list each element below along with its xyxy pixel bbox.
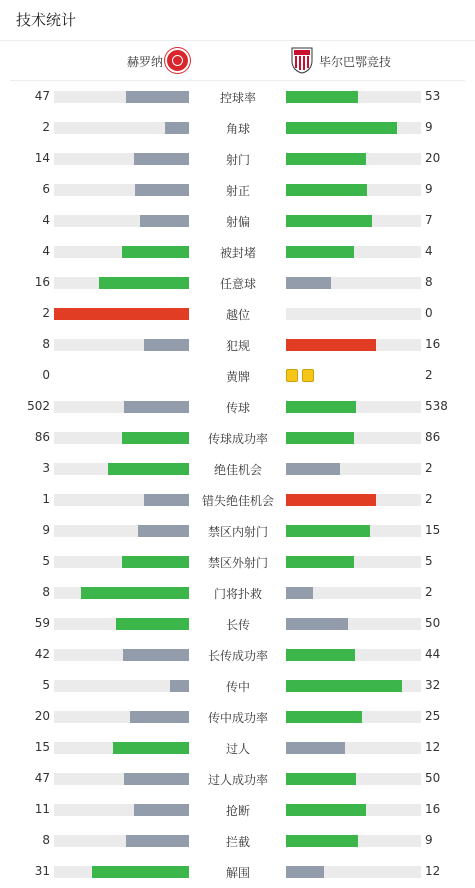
home-stat-bar-fill	[126, 835, 189, 847]
away-stat-value: 2	[425, 461, 433, 475]
stat-row	[0, 453, 475, 484]
home-stat-bar-fill	[108, 463, 189, 475]
away-stat-bar-fill	[286, 556, 354, 568]
page-title: 技术统计	[16, 11, 77, 29]
home-stat-bar	[54, 866, 189, 878]
away-stat-bar-fill	[286, 742, 345, 754]
away-stat-value: 9	[425, 182, 433, 196]
home-stat-value: 3	[42, 461, 50, 475]
home-stat-bar-fill	[122, 432, 190, 444]
away-stat-bar	[286, 556, 421, 568]
away-stat-value: 86	[425, 430, 441, 444]
stat-label: 拦截	[225, 835, 250, 849]
home-stat-bar-fill	[144, 494, 189, 506]
home-stat-bar-fill	[122, 556, 190, 568]
stat-row	[0, 701, 475, 732]
away-stat-bar-fill	[286, 773, 356, 785]
stat-row	[0, 794, 475, 825]
away-stat-value: 50	[425, 616, 441, 630]
stat-label: 绝佳机会	[213, 463, 262, 477]
stat-row	[0, 577, 475, 608]
home-stat-value: 20	[34, 709, 50, 723]
away-stat-value: 25	[425, 709, 441, 723]
home-stat-bar	[54, 742, 189, 754]
away-stat-value: 7	[425, 213, 433, 227]
yellow-card-icon	[302, 369, 314, 382]
home-stat-bar	[54, 649, 189, 661]
stat-row	[0, 112, 475, 143]
home-stat-bar-fill	[170, 680, 189, 692]
home-stat-bar	[54, 153, 189, 165]
home-stat-bar-fill	[123, 649, 189, 661]
away-stat-bar-fill	[286, 401, 356, 413]
away-stat-value: 9	[425, 120, 433, 134]
home-stat-value: 42	[34, 647, 50, 661]
home-stat-bar-fill	[134, 804, 189, 816]
away-stat-value: 0	[425, 306, 433, 320]
stat-row	[0, 267, 475, 298]
stat-row	[0, 174, 475, 205]
home-stat-value: 1	[42, 492, 50, 506]
home-stat-bar	[54, 308, 189, 320]
home-stat-bar	[54, 587, 189, 599]
home-stat-bar-fill	[122, 246, 190, 258]
away-stat-bar	[286, 742, 421, 754]
teams-header	[0, 44, 475, 80]
stat-row	[0, 670, 475, 701]
girona-crest-icon	[165, 48, 190, 73]
stat-row	[0, 825, 475, 856]
stat-label: 传中	[225, 680, 250, 694]
stat-row	[0, 329, 475, 360]
away-stat-bar-fill	[286, 618, 348, 630]
away-stat-value: 20	[425, 151, 441, 165]
away-stat-value: 538	[425, 399, 448, 413]
home-stat-value: 5	[42, 554, 50, 568]
away-stat-bar	[286, 184, 421, 196]
stat-label: 射正	[225, 184, 250, 198]
away-stat-value: 12	[425, 864, 441, 878]
stat-label: 长传成功率	[207, 649, 268, 663]
away-stat-bar	[286, 215, 421, 227]
stat-label: 控球率	[219, 91, 256, 105]
away-stat-bar	[286, 649, 421, 661]
stat-label: 抢断	[225, 804, 250, 818]
home-stat-value: 9	[42, 523, 50, 537]
away-stat-bar	[286, 618, 421, 630]
away-stat-bar-fill	[286, 835, 358, 847]
home-stat-bar	[54, 618, 189, 630]
stat-label: 过人	[225, 742, 250, 756]
home-stat-bar	[54, 184, 189, 196]
home-stat-bar-fill	[165, 122, 189, 134]
home-stat-value: 5	[42, 678, 50, 692]
stat-label: 传球	[225, 401, 250, 415]
away-stat-bar	[286, 122, 421, 134]
stat-row	[0, 205, 475, 236]
home-stat-value: 31	[34, 864, 50, 878]
away-stat-bar	[286, 432, 421, 444]
home-stat-value: 0	[42, 368, 50, 382]
yellow-card-icon	[286, 369, 298, 382]
away-stat-value: 2	[425, 368, 433, 382]
away-stat-bar-fill	[286, 91, 358, 103]
away-team-name: 毕尔巴鄂竞技	[319, 55, 392, 69]
home-stat-bar	[54, 773, 189, 785]
home-stat-bar-fill	[81, 587, 189, 599]
home-stat-bar-fill	[134, 153, 189, 165]
stat-label: 被封堵	[219, 246, 256, 260]
stats-list	[0, 81, 475, 887]
away-stat-bar-fill	[286, 153, 366, 165]
home-stat-value: 47	[34, 771, 50, 785]
home-stat-value: 4	[42, 244, 50, 258]
stat-row	[0, 546, 475, 577]
away-stat-bar-fill	[286, 432, 354, 444]
stat-row	[0, 856, 475, 887]
header-divider	[0, 40, 475, 41]
home-stat-bar	[54, 680, 189, 692]
away-stat-bar	[286, 401, 421, 413]
away-stat-bar	[286, 339, 421, 351]
home-stat-bar-fill	[126, 91, 189, 103]
stat-label: 任意球	[219, 277, 256, 291]
home-stat-value: 14	[34, 151, 50, 165]
home-stat-bar	[54, 91, 189, 103]
away-stat-bar	[286, 711, 421, 723]
home-stat-bar	[54, 215, 189, 227]
stat-row	[0, 360, 475, 391]
home-stat-value: 59	[34, 616, 50, 630]
stat-label: 犯规	[225, 339, 250, 353]
away-stat-value: 5	[425, 554, 433, 568]
home-stat-value: 86	[34, 430, 50, 444]
stat-row	[0, 484, 475, 515]
home-stat-bar-fill	[99, 277, 189, 289]
home-stat-value: 2	[42, 120, 50, 134]
stat-row	[0, 143, 475, 174]
stat-label: 黄牌	[225, 370, 250, 384]
away-stat-bar	[286, 525, 421, 537]
home-stat-bar-fill	[124, 773, 189, 785]
home-stat-bar	[54, 463, 189, 475]
home-stat-bar	[54, 835, 189, 847]
home-stat-bar	[54, 246, 189, 258]
away-stat-bar	[286, 680, 421, 692]
stat-row	[0, 639, 475, 670]
away-stat-value: 9	[425, 833, 433, 847]
home-stat-value: 8	[42, 585, 50, 599]
athletic-bilbao-crest-icon	[291, 47, 313, 74]
home-stat-bar	[54, 432, 189, 444]
home-stat-bar	[54, 339, 189, 351]
away-yellow-cards	[286, 369, 318, 382]
stat-row	[0, 81, 475, 112]
home-stat-bar-fill	[144, 339, 189, 351]
stat-label: 角球	[225, 122, 250, 136]
away-stat-bar	[286, 773, 421, 785]
away-stat-bar-fill	[286, 122, 397, 134]
home-stat-bar	[54, 804, 189, 816]
away-stat-value: 32	[425, 678, 441, 692]
away-stat-value: 8	[425, 275, 433, 289]
home-stat-value: 6	[42, 182, 50, 196]
home-stat-value: 502	[27, 399, 50, 413]
away-stat-value: 16	[425, 802, 441, 816]
away-stat-bar	[286, 308, 421, 320]
stat-row	[0, 732, 475, 763]
stat-label: 门将扑救	[213, 587, 262, 601]
away-stat-value: 50	[425, 771, 441, 785]
home-stat-value: 4	[42, 213, 50, 227]
away-stat-bar-fill	[286, 215, 372, 227]
stat-row	[0, 763, 475, 794]
away-stat-bar-fill	[286, 525, 370, 537]
home-stat-bar	[54, 122, 189, 134]
away-stat-bar-fill	[286, 463, 340, 475]
home-stat-bar	[54, 711, 189, 723]
home-stat-value: 2	[42, 306, 50, 320]
away-stat-bar	[286, 804, 421, 816]
away-stat-value: 15	[425, 523, 441, 537]
away-stat-bar-fill	[286, 866, 324, 878]
home-stat-value: 8	[42, 833, 50, 847]
away-stat-value: 4	[425, 244, 433, 258]
home-stat-bar-fill	[138, 525, 189, 537]
stat-row	[0, 391, 475, 422]
home-stat-value: 8	[42, 337, 50, 351]
away-stat-bar-fill	[286, 587, 313, 599]
stat-label: 传球成功率	[207, 432, 268, 446]
home-stat-bar	[54, 494, 189, 506]
away-stat-bar-fill	[286, 711, 362, 723]
away-stat-value: 53	[425, 89, 441, 103]
home-stat-value: 15	[34, 740, 50, 754]
away-stat-bar-fill	[286, 494, 376, 506]
home-team-name: 赫罗纳	[126, 55, 163, 69]
away-stat-bar	[286, 463, 421, 475]
away-stat-value: 2	[425, 585, 433, 599]
away-stat-bar-fill	[286, 339, 376, 351]
away-stat-bar-fill	[286, 804, 366, 816]
home-stat-value: 11	[34, 802, 50, 816]
home-stat-bar-fill	[140, 215, 189, 227]
home-stat-bar-fill	[116, 618, 189, 630]
away-stat-bar-fill	[286, 680, 402, 692]
home-stat-bar-fill	[130, 711, 189, 723]
away-stat-bar	[286, 866, 421, 878]
home-stat-bar	[54, 556, 189, 568]
home-stat-bar-fill	[92, 866, 189, 878]
away-stat-bar	[286, 494, 421, 506]
stat-row	[0, 515, 475, 546]
stat-label: 射门	[225, 153, 250, 167]
home-stat-bar	[54, 277, 189, 289]
stat-label: 传中成功率	[207, 711, 268, 725]
away-stat-bar	[286, 153, 421, 165]
away-stat-value: 44	[425, 647, 441, 661]
stat-label: 长传	[225, 618, 250, 632]
home-stat-bar-fill	[54, 308, 189, 320]
away-stat-bar	[286, 91, 421, 103]
stat-row	[0, 422, 475, 453]
away-stat-value: 12	[425, 740, 441, 754]
stat-label: 解围	[225, 866, 250, 880]
away-stat-bar	[286, 587, 421, 599]
away-stat-bar-fill	[286, 184, 367, 196]
stat-label: 禁区内射门	[207, 525, 268, 539]
away-stat-bar	[286, 246, 421, 258]
home-stat-bar	[54, 525, 189, 537]
stat-row	[0, 236, 475, 267]
away-stat-bar-fill	[286, 277, 331, 289]
stat-label: 过人成功率	[207, 773, 268, 787]
stat-row	[0, 298, 475, 329]
away-stat-bar-fill	[286, 649, 355, 661]
home-stat-bar-fill	[124, 401, 189, 413]
away-stat-bar	[286, 277, 421, 289]
away-stat-bar-fill	[286, 246, 354, 258]
away-stat-bar	[286, 835, 421, 847]
home-stat-value: 47	[34, 89, 50, 103]
home-stat-bar	[54, 401, 189, 413]
home-stat-bar-fill	[113, 742, 189, 754]
away-stat-value: 16	[425, 337, 441, 351]
away-stat-value: 2	[425, 492, 433, 506]
stat-label: 错失绝佳机会	[201, 494, 274, 508]
home-stat-value: 16	[34, 275, 50, 289]
stat-label: 射偏	[225, 215, 250, 229]
stat-label: 越位	[225, 308, 250, 322]
stat-label: 禁区外射门	[207, 556, 268, 570]
home-stat-bar-fill	[135, 184, 189, 196]
stat-row	[0, 608, 475, 639]
